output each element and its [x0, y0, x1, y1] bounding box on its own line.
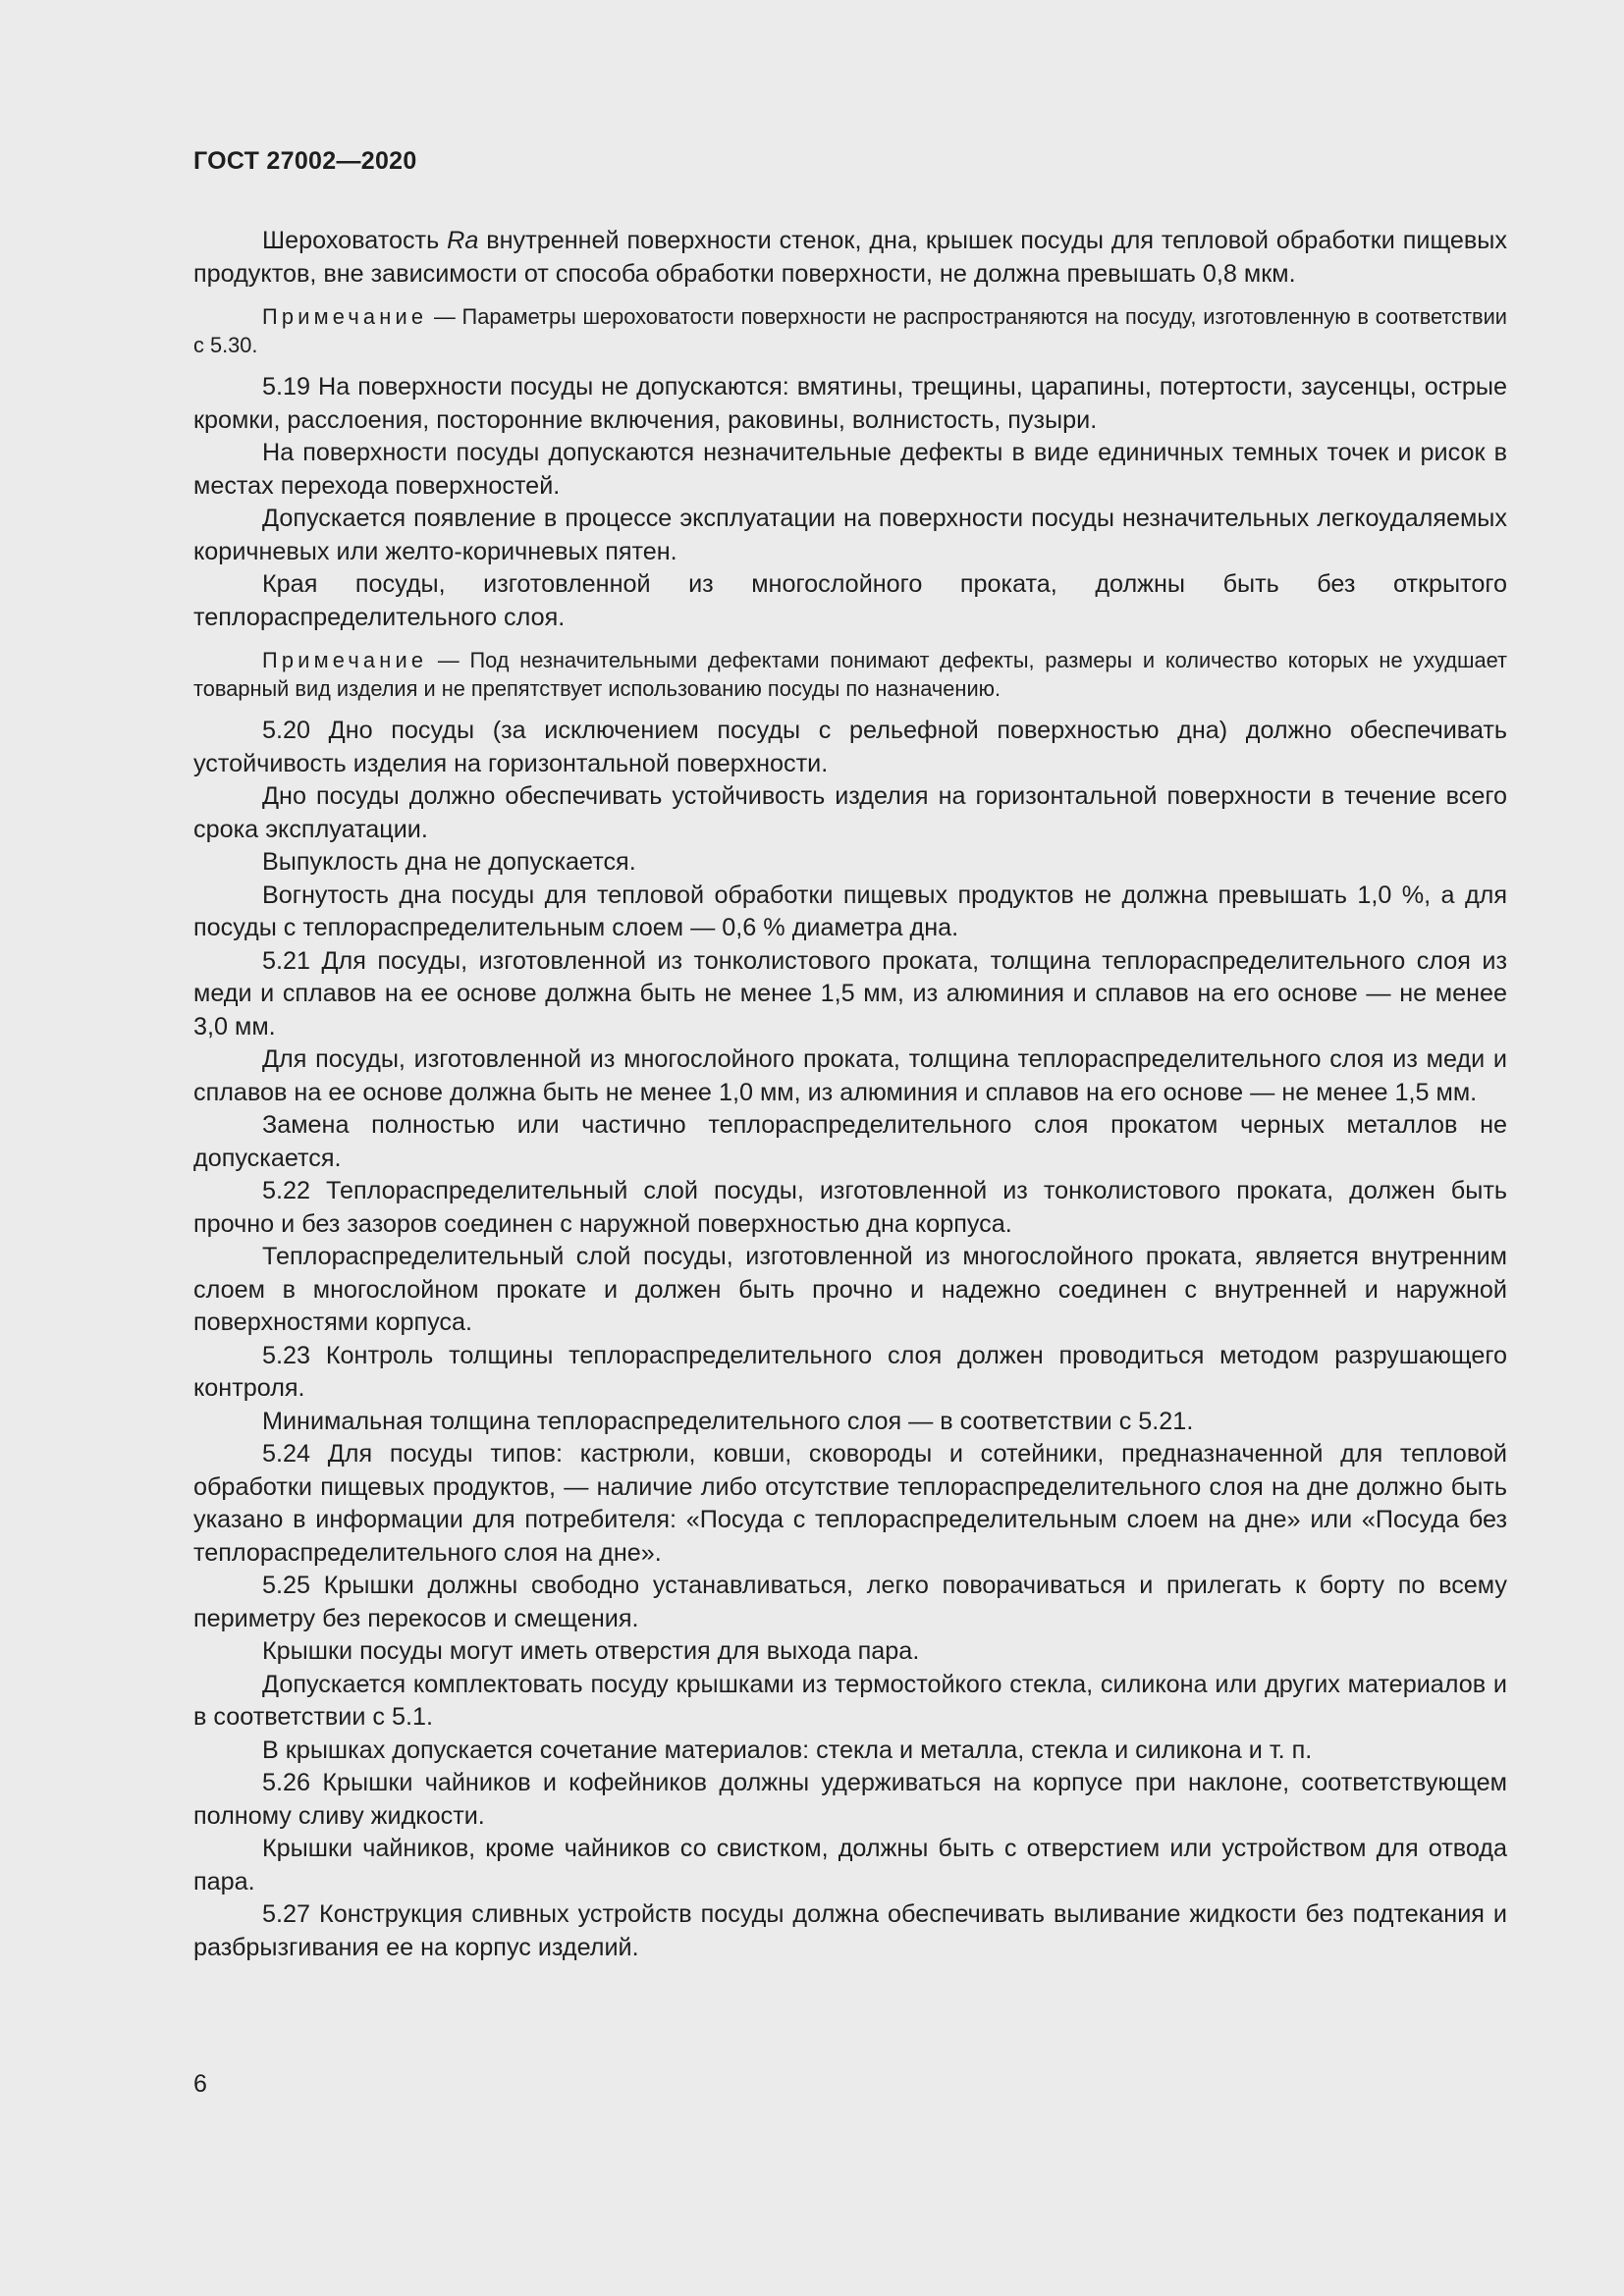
clause-5-27: 5.27 Конструкция сливных устройств посуды должна обеспечивать выливание жидкости без подтекания и разбрызгивания ее на корпус изделий.: [193, 1900, 1507, 1961]
paragraph: Замена полностью или частично теплораспределительного слоя прокатом черных металлов не допускается.: [193, 1111, 1507, 1172]
clause-5-24: 5.24 Для посуды типов: кастрюли, ковши, сковороды и сотейники, предназначенной для тепловой обработки пищевых продуктов, — наличие либо отсутствие теплораспределительного слоя на дне должно быть указано в информации для потребителя: «Посуда с теплораспределительным слоем на дне» или «Посуда без теплораспределительного слоя на дне».: [193, 1440, 1507, 1567]
clause-5-26: 5.26 Крышки чайников и кофейников должны удерживаться на корпусе при наклоне, соответствующем полному сливу жидкости.: [193, 1769, 1507, 1830]
paragraph: Края посуды, изготовленной из многослойного проката, должны быть без открытого теплораспределительного слоя.: [193, 570, 1507, 631]
clause-5-19: 5.19 На поверхности посуды не допускаются: вмятины, трещины, царапины, потертости, заусенцы, острые кромки, расслоения, посторонние включения, раковины, волнистость, пузыри.: [193, 373, 1507, 434]
clause-5-23: 5.23 Контроль толщины теплораспределительного слоя должен проводиться методом разрушающего контроля.: [193, 1341, 1507, 1402]
page-number: 6: [193, 2070, 207, 2098]
paragraph: Дно посуды должно обеспечивать устойчивость изделия на горизонтальной поверхности в течение всего срока эксплуатации.: [193, 782, 1507, 843]
document-body: [193, 225, 1507, 1964]
note-label: Примечание: [262, 648, 428, 672]
clause-5-21: 5.21 Для посуды, изготовленной из тонколистового проката, толщина теплораспределительного слоя из меди и сплавов на ее основе должна быть не менее 1,5 мм, из алюминия и сплавов на его основе — не менее 3,0 мм.: [193, 946, 1507, 1041]
paragraph: Минимальная толщина теплораспределительного слоя — в соответствии с 5.21.: [262, 1407, 1194, 1435]
paragraph: Крышки посуды могут иметь отверстия для выхода пара.: [262, 1637, 920, 1665]
paragraph: Допускается комплектовать посуду крышками из термостойкого стекла, силикона или других материалов и в соответствии с 5.1.: [193, 1670, 1507, 1731]
paragraph: В крышках допускается сочетание материалов: стекла и металла, стекла и силикона и т. п.: [262, 1735, 1313, 1764]
clause-5-25: 5.25 Крышки должны свободно устанавливаться, легко поворачиваться и прилегать к борту по всему периметру без перекосов и смещения.: [193, 1572, 1507, 1632]
paragraph: На поверхности посуды допускаются незначительные дефекты в виде единичных темных точек и рисок в местах перехода поверхностей.: [193, 439, 1507, 500]
paragraph: Допускается появление в процессе эксплуатации на поверхности посуды незначительных легкоудаляемых коричневых или желто-коричневых пятен.: [193, 505, 1507, 565]
clause-5-22: 5.22 Теплораспределительный слой посуды, изготовленной из тонколистового проката, должен быть прочно и без зазоров соединен с наружной поверхностью дна корпуса.: [193, 1177, 1507, 1238]
paragraph: Вогнутость дна посуды для тепловой обработки пищевых продуктов не должна превышать 1,0 %, а для посуды с теплораспределительным слоем — 0,6 % диаметра дна.: [193, 881, 1507, 941]
paragraph-roughness: Шероховатость Ra внутренней поверхности стенок, дна, крышек посуды для тепловой обработки пищевых продуктов, вне зависимости от способа обработки поверхности, не должна превышать 0,8 мкм.: [193, 227, 1507, 288]
paragraph: Теплораспределительный слой посуды, изготовленной из многослойного проката, является внутренним слоем в многослойном прокате и должен быть прочно и надежно соединен с внутренней и наружной поверхностями корпуса.: [193, 1243, 1507, 1336]
clause-5-20: 5.20 Дно посуды (за исключением посуды с рельефной поверхностью дна) должно обеспечивать устойчивость изделия на горизонтальной поверхности.: [193, 717, 1507, 777]
paragraph: Выпуклость дна не допускается.: [262, 848, 636, 876]
paragraph: Для посуды, изготовленной из многослойного проката, толщина теплораспределительного слоя из меди и сплавов на ее основе должна быть не менее 1,0 мм, из алюминия и сплавов на его основе — не менее 1,5 мм.: [193, 1045, 1507, 1106]
note-defects: Примечание — Под незначительными дефектами понимают дефекты, размеры и количество которых не ухудшает товарный вид изделия и не препятствует использованию посуды по назначению.: [193, 648, 1507, 701]
paragraph: Крышки чайников, кроме чайников со свистком, должны быть с отверстием или устройством для отвода пара.: [193, 1835, 1507, 1896]
note-label: Примечание: [262, 304, 428, 329]
note-roughness: Примечание — Параметры шероховатости поверхности не распространяются на посуду, изготовленную в соответствии с 5.30.: [193, 304, 1507, 357]
document-header: ГОСТ 27002—2020: [193, 147, 417, 175]
